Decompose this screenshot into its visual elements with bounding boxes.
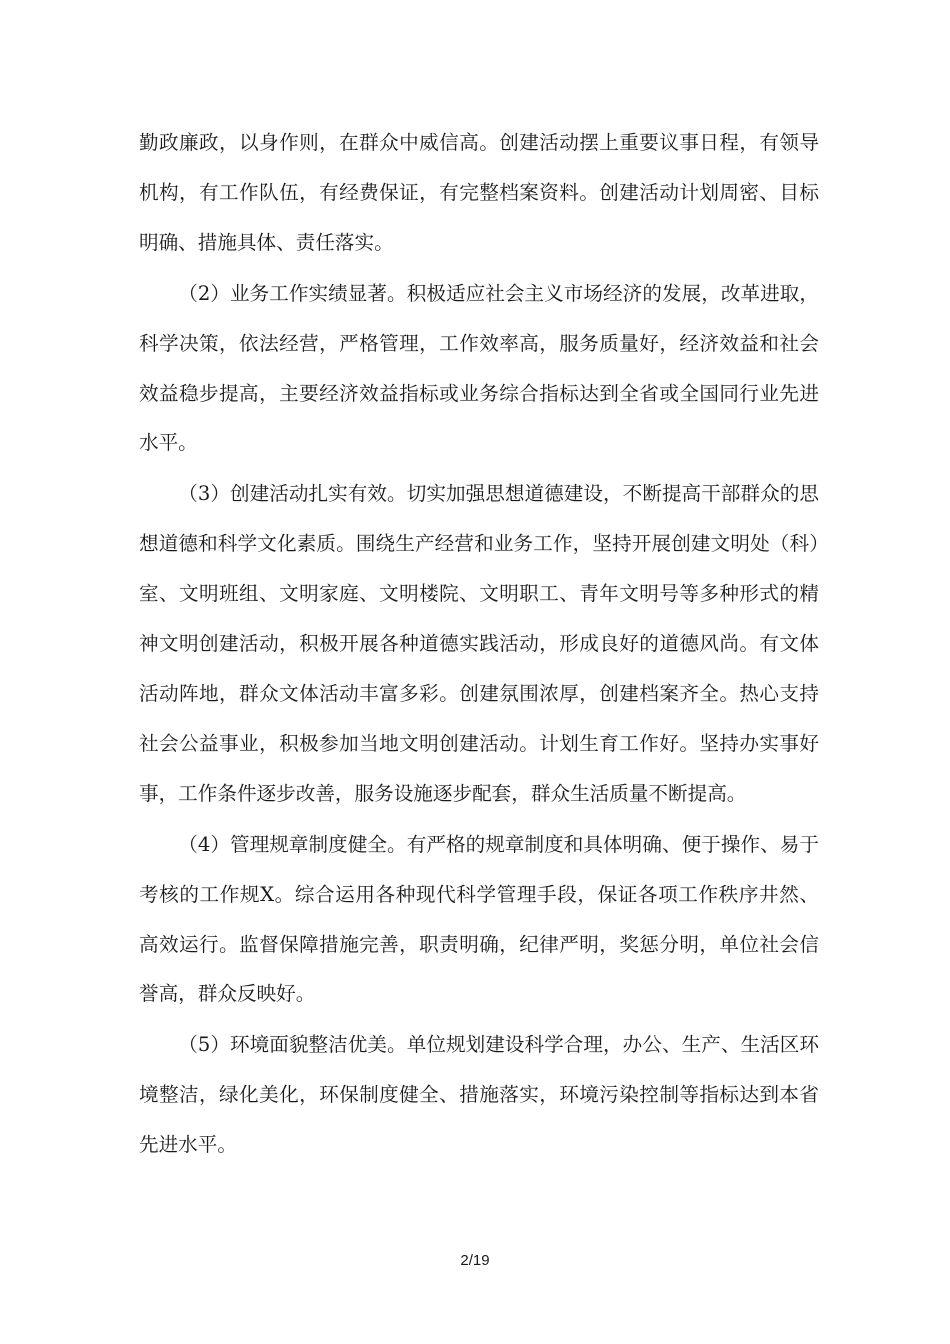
paragraph-item-4: （4）管理规章制度健全。有严格的规章制度和具体明确、便于操作、易于考核的工作规X。综合运用各种现代科学管理手段，保证各项工作秩序井然、高效运行。监督保障措施完善，职责明确，纪律严明，奖惩分明，单位社会信誉高，群众反映好。 (139, 832, 819, 1006)
document-body (139, 118, 819, 1171)
paragraph-continuation: 勤政廉政，以身作则，在群众中威信高。创建活动摆上重要议事日程，有领导机构，有工作队伍，有经费保证，有完整档案资料。创建活动计划周密、目标明确、措施具体、责任落实。 (139, 131, 819, 254)
paragraph-item-5: （5）环境面貌整洁优美。单位规划建设科学合理，办公、生产、生活区环境整洁，绿化美化，环保制度健全、措施落实，环境污染控制等指标达到本省先进水平。 (139, 1033, 819, 1157)
paragraph-item-2: （2）业务工作实绩显著。积极适应社会主义市场经济的发展，改革进取，科学决策，依法经营，严格管理，工作效率高，服务质量好，经济效益和社会效益稳步提高，主要经济效益指标或业务综合指标达到全省或全国同行业先进水平。 (139, 281, 819, 455)
page-number: 2/19 (460, 1252, 490, 1269)
paragraph-item-3: （3）创建活动扎实有效。切实加强思想道德建设，不断提高干部群众的思想道德和科学文化素质。围绕生产经营和业务工作，坚持开展创建文明处（科）室、文明班组、文明家庭、文明楼院、文明职工、青年文明号等多种形式的精神文明创建活动，积极开展各种道德实践活动，形成良好的道德风尚。有文体活动阵地，群众文体活动丰富多彩。创建氛围浓厚，创建档案齐全。热心支持社会公益事业，积极参加当地文明创建活动。计划生育工作好。坚持办实事好事，工作条件逐步改善，服务设施逐步配套，群众生活质量不断提高。 (139, 482, 819, 805)
